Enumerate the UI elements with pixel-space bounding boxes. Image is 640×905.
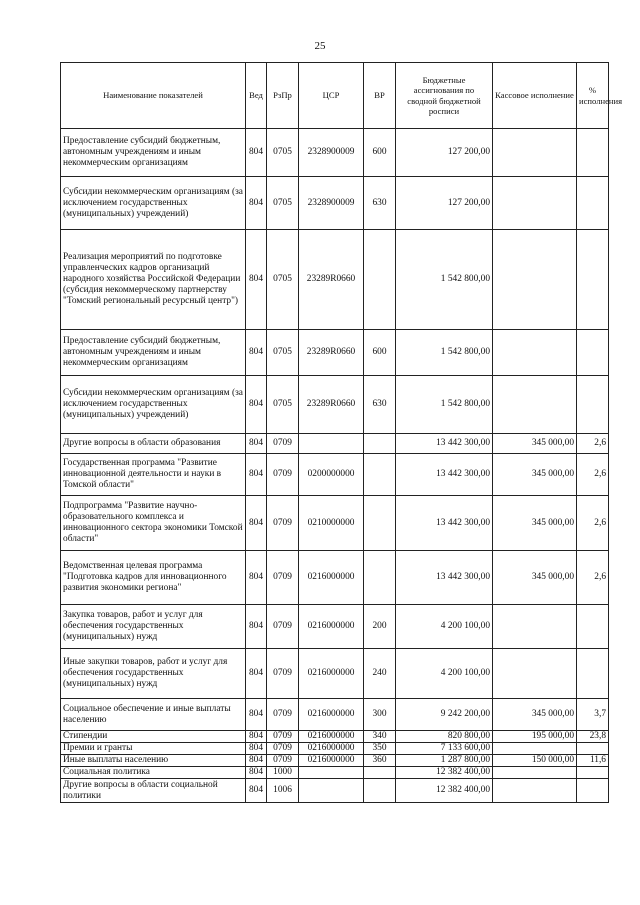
row-cash: 345 000,00 [493,496,577,551]
row-ved: 804 [246,649,267,699]
row-vr: 240 [364,649,396,699]
row-budget: 1 542 800,00 [396,230,493,330]
row-vr: 350 [364,743,396,755]
row-ved: 804 [246,129,267,177]
row-ved: 804 [246,177,267,230]
row-budget: 820 800,00 [396,731,493,743]
table-row [61,129,609,177]
row-cash: 345 000,00 [493,434,577,454]
row-percent: 2,6 [577,434,609,454]
row-ved: 804 [246,699,267,731]
row-csr: 0216000000 [299,605,364,649]
row-percent: 2,6 [577,496,609,551]
row-csr: 0216000000 [299,755,364,767]
table-row [61,605,609,649]
row-name: Закупка товаров, работ и услуг для обеспечения государственных (муниципальных) нужд [61,605,246,649]
row-vr: 630 [364,177,396,230]
row-vr: 630 [364,376,396,434]
row-name: Государственная программа "Развитие инновационной деятельности и науки в Томской области" [61,454,246,496]
row-name: Субсидии некоммерческим организациям (за исключением государственных (муниципальных) учреждений) [61,177,246,230]
row-ved: 804 [246,605,267,649]
table-row [61,434,609,454]
row-vr: 200 [364,605,396,649]
table-row [61,649,609,699]
header-budget: Бюджетные ассигнования по сводной бюджетной росписи [396,63,493,129]
row-percent [577,779,609,803]
row-cash: 345 000,00 [493,699,577,731]
row-budget: 13 442 300,00 [396,434,493,454]
row-budget: 13 442 300,00 [396,454,493,496]
row-csr: 0216000000 [299,743,364,755]
row-csr [299,767,364,779]
row-csr: 0216000000 [299,731,364,743]
table-row [61,755,609,767]
row-ved: 804 [246,779,267,803]
row-percent [577,743,609,755]
row-vr [364,230,396,330]
row-cash: 195 000,00 [493,731,577,743]
row-ved: 804 [246,731,267,743]
row-percent [577,605,609,649]
row-cash: 345 000,00 [493,454,577,496]
row-vr: 600 [364,330,396,376]
row-csr: 23289R0660 [299,330,364,376]
row-rzpr: 0709 [267,454,299,496]
row-csr: 23289R0660 [299,230,364,330]
table-row [61,376,609,434]
row-ved: 804 [246,230,267,330]
row-csr: 23289R0660 [299,376,364,434]
row-cash: 345 000,00 [493,551,577,605]
table-row [61,330,609,376]
row-percent [577,767,609,779]
row-vr [364,454,396,496]
row-cash: 150 000,00 [493,755,577,767]
row-budget: 1 542 800,00 [396,376,493,434]
row-csr: 0216000000 [299,551,364,605]
row-rzpr: 0705 [267,330,299,376]
table-row [61,454,609,496]
header-row [61,63,609,129]
page-number: 25 [314,40,326,52]
row-name: Иные выплаты населению [61,755,246,767]
table-row [61,731,609,743]
row-rzpr: 0709 [267,496,299,551]
row-cash [493,779,577,803]
row-budget: 9 242 200,00 [396,699,493,731]
header-ved: Вед [246,63,267,129]
budget-execution-table [60,62,623,803]
row-csr [299,779,364,803]
row-percent: 2,6 [577,454,609,496]
row-rzpr: 0709 [267,755,299,767]
row-ved: 804 [246,454,267,496]
row-percent [577,330,609,376]
row-rzpr: 0705 [267,230,299,330]
header-cash: Кассовое исполнение [493,63,577,129]
row-budget: 1 542 800,00 [396,330,493,376]
row-percent: 2,6 [577,551,609,605]
row-name: Премии и гранты [61,743,246,755]
row-csr: 2328900009 [299,129,364,177]
row-rzpr: 0709 [267,731,299,743]
row-rzpr: 0709 [267,434,299,454]
header-vr: ВР [364,63,396,129]
row-vr [364,779,396,803]
row-rzpr: 1000 [267,767,299,779]
row-name: Социальная политика [61,767,246,779]
row-budget: 4 200 100,00 [396,605,493,649]
row-vr: 300 [364,699,396,731]
row-name: Предоставление субсидий бюджетным, автономным учреждениям и иным некоммерческим организациям [61,129,246,177]
row-cash [493,376,577,434]
row-vr: 360 [364,755,396,767]
row-cash [493,177,577,230]
table-row [61,779,609,803]
table-row [61,496,609,551]
row-rzpr: 0709 [267,743,299,755]
row-budget: 7 133 600,00 [396,743,493,755]
row-budget: 13 442 300,00 [396,496,493,551]
row-cash [493,649,577,699]
row-name: Субсидии некоммерческим организациям (за исключением государственных (муниципальных) учреждений) [61,376,246,434]
row-percent: 3,7 [577,699,609,731]
row-ved: 804 [246,496,267,551]
row-csr: 0210000000 [299,496,364,551]
header-name: Наименование показателей [61,63,246,129]
row-percent: 23,8 [577,731,609,743]
table-row [61,177,609,230]
row-name: Предоставление субсидий бюджетным, автономным учреждениям и иным некоммерческим организациям [61,330,246,376]
row-name: Социальное обеспечение и иные выплаты населению [61,699,246,731]
row-csr: 2328900009 [299,177,364,230]
row-rzpr: 0709 [267,699,299,731]
table-row [61,767,609,779]
row-name: Другие вопросы в области социальной политики [61,779,246,803]
row-ved: 804 [246,376,267,434]
row-ved: 804 [246,551,267,605]
row-budget: 13 442 300,00 [396,551,493,605]
row-ved: 804 [246,330,267,376]
table-row [61,699,609,731]
row-cash [493,330,577,376]
row-rzpr: 0705 [267,376,299,434]
row-cash [493,605,577,649]
row-vr [364,434,396,454]
row-percent [577,649,609,699]
row-name: Иные закупки товаров, работ и услуг для обеспечения государственных (муниципальных) нужд [61,649,246,699]
row-budget: 1 287 800,00 [396,755,493,767]
row-percent [577,177,609,230]
row-percent [577,230,609,330]
row-vr [364,767,396,779]
row-vr: 340 [364,731,396,743]
table-row [61,743,609,755]
row-percent [577,376,609,434]
row-cash [493,129,577,177]
row-cash [493,230,577,330]
row-ved: 804 [246,767,267,779]
row-rzpr: 1006 [267,779,299,803]
row-csr: 0200000000 [299,454,364,496]
row-cash [493,743,577,755]
row-csr [299,434,364,454]
row-budget: 127 200,00 [396,177,493,230]
row-ved: 804 [246,743,267,755]
row-vr [364,496,396,551]
row-csr: 0216000000 [299,699,364,731]
row-rzpr: 0705 [267,177,299,230]
table-row [61,551,609,605]
row-ved: 804 [246,755,267,767]
row-name: Ведомственная целевая программа "Подготовка кадров для инновационного развития экономики региона" [61,551,246,605]
row-rzpr: 0709 [267,649,299,699]
row-vr [364,551,396,605]
row-rzpr: 0705 [267,129,299,177]
table-row [61,230,609,330]
row-name: Другие вопросы в области образования [61,434,246,454]
row-budget: 127 200,00 [396,129,493,177]
row-budget: 4 200 100,00 [396,649,493,699]
row-name: Реализация мероприятий по подготовке управленческих кадров организаций народного хозяйства Российской Федерации (субсидия некоммерческому партнерству "Томский региональный ресурсный центр") [61,230,246,330]
header-rzpr: РзПр [267,63,299,129]
row-ved: 804 [246,434,267,454]
header-csr: ЦСР [299,63,364,129]
row-vr: 600 [364,129,396,177]
row-rzpr: 0709 [267,605,299,649]
row-csr: 0216000000 [299,649,364,699]
row-name: Подпрограмма "Развитие научно-образовательного комплекса и инновационного сектора экономики Томской области" [61,496,246,551]
header-percent: % исполнения [577,63,609,129]
row-budget: 12 382 400,00 [396,767,493,779]
row-rzpr: 0709 [267,551,299,605]
row-budget: 12 382 400,00 [396,779,493,803]
row-name: Стипендии [61,731,246,743]
row-percent [577,129,609,177]
row-cash [493,767,577,779]
row-percent: 11,6 [577,755,609,767]
